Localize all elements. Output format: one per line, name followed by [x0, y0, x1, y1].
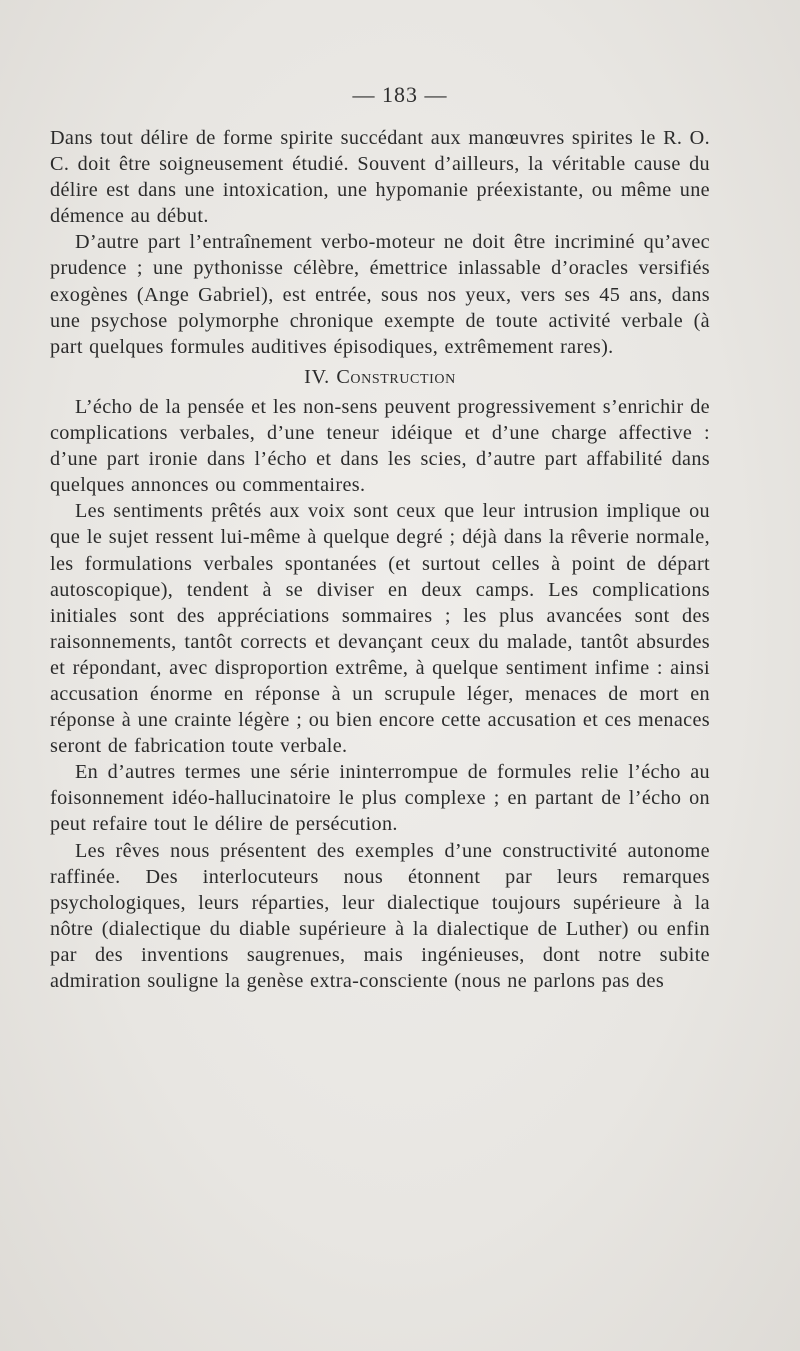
paragraph: En d’autres termes une série ininterrompue de formules relie l’écho au foisonnement idéo-hallucinatoire le plus complexe ; en partant de l’écho on peut refaire tout le délire de persécution.: [50, 761, 710, 836]
paragraph: L’écho de la pensée et les non-sens peuvent progressivement s’enrichir de complications verbales, d’une teneur idéique et d’une charge affective : d’une part ironie dans l’écho et dans les scies, d’autre part affabilité dans quelques annonces ou commentaires.: [50, 395, 710, 497]
paragraph: Les sentiments prêtés aux voix sont ceux que leur intrusion implique ou que le sujet ressent lui-même à quelque degré ; déjà dans la rêverie normale, les formulations verbales spontanées (et surtout celles à point de départ autoscopique), tendent à se diviser en deux camps. Les complications initiales sont des appréciations sommaires ; les plus avancées sont des raisonnements, tantôt corrects et devançant ceux du malade, tantôt absurdes et répondant, avec disproportion extrême, à quelque sentiment infime : ainsi accusation énorme en réponse à un scrupule léger, menaces de mort en réponse à une crainte légère ; ou bien encore cette accusation et ces menaces seront de fabrication toute verbale.: [50, 500, 710, 758]
paragraph: D’autre part l’entraînement verbo-moteur ne doit être incriminé qu’avec prudence ; une pythonisse célèbre, émettrice inlassable d’oracles versifiés exogènes (Ange Gabriel), est entrée, sous nos yeux, vers ses 45 ans, dans une psychose polymorphe chronique exempte de toute activité verbale (à part quelques formules auditives épisodiques, extrêmement rares).: [50, 231, 710, 358]
page-number: — 183 —: [352, 82, 448, 107]
body-text: [50, 125, 710, 994]
paragraph: Dans tout délire de forme spirite succédant aux manœuvres spirites le R. O. C. doit être soigneusement étudié. Souvent d’ailleurs, la véritable cause du délire est dans une intoxication, une hypomanie préexistante, ou même une démence au début.: [50, 127, 710, 228]
paragraph: Les rêves nous présentent des exemples d’une constructivité autonome raffinée. Des interlocuteurs nous étonnent par leurs remarques psychologiques, leurs réparties, leur dialectique toujours supérieure à la nôtre (dialectique du diable supérieure à la dialectique de Luther) ou enfin par des inventions saugrenues, mais ingénieuses, dont notre subite admiration souligne la genèse extra-consciente (nous ne parlons pas des: [50, 839, 710, 992]
section-heading: IV. Construction: [304, 365, 456, 388]
